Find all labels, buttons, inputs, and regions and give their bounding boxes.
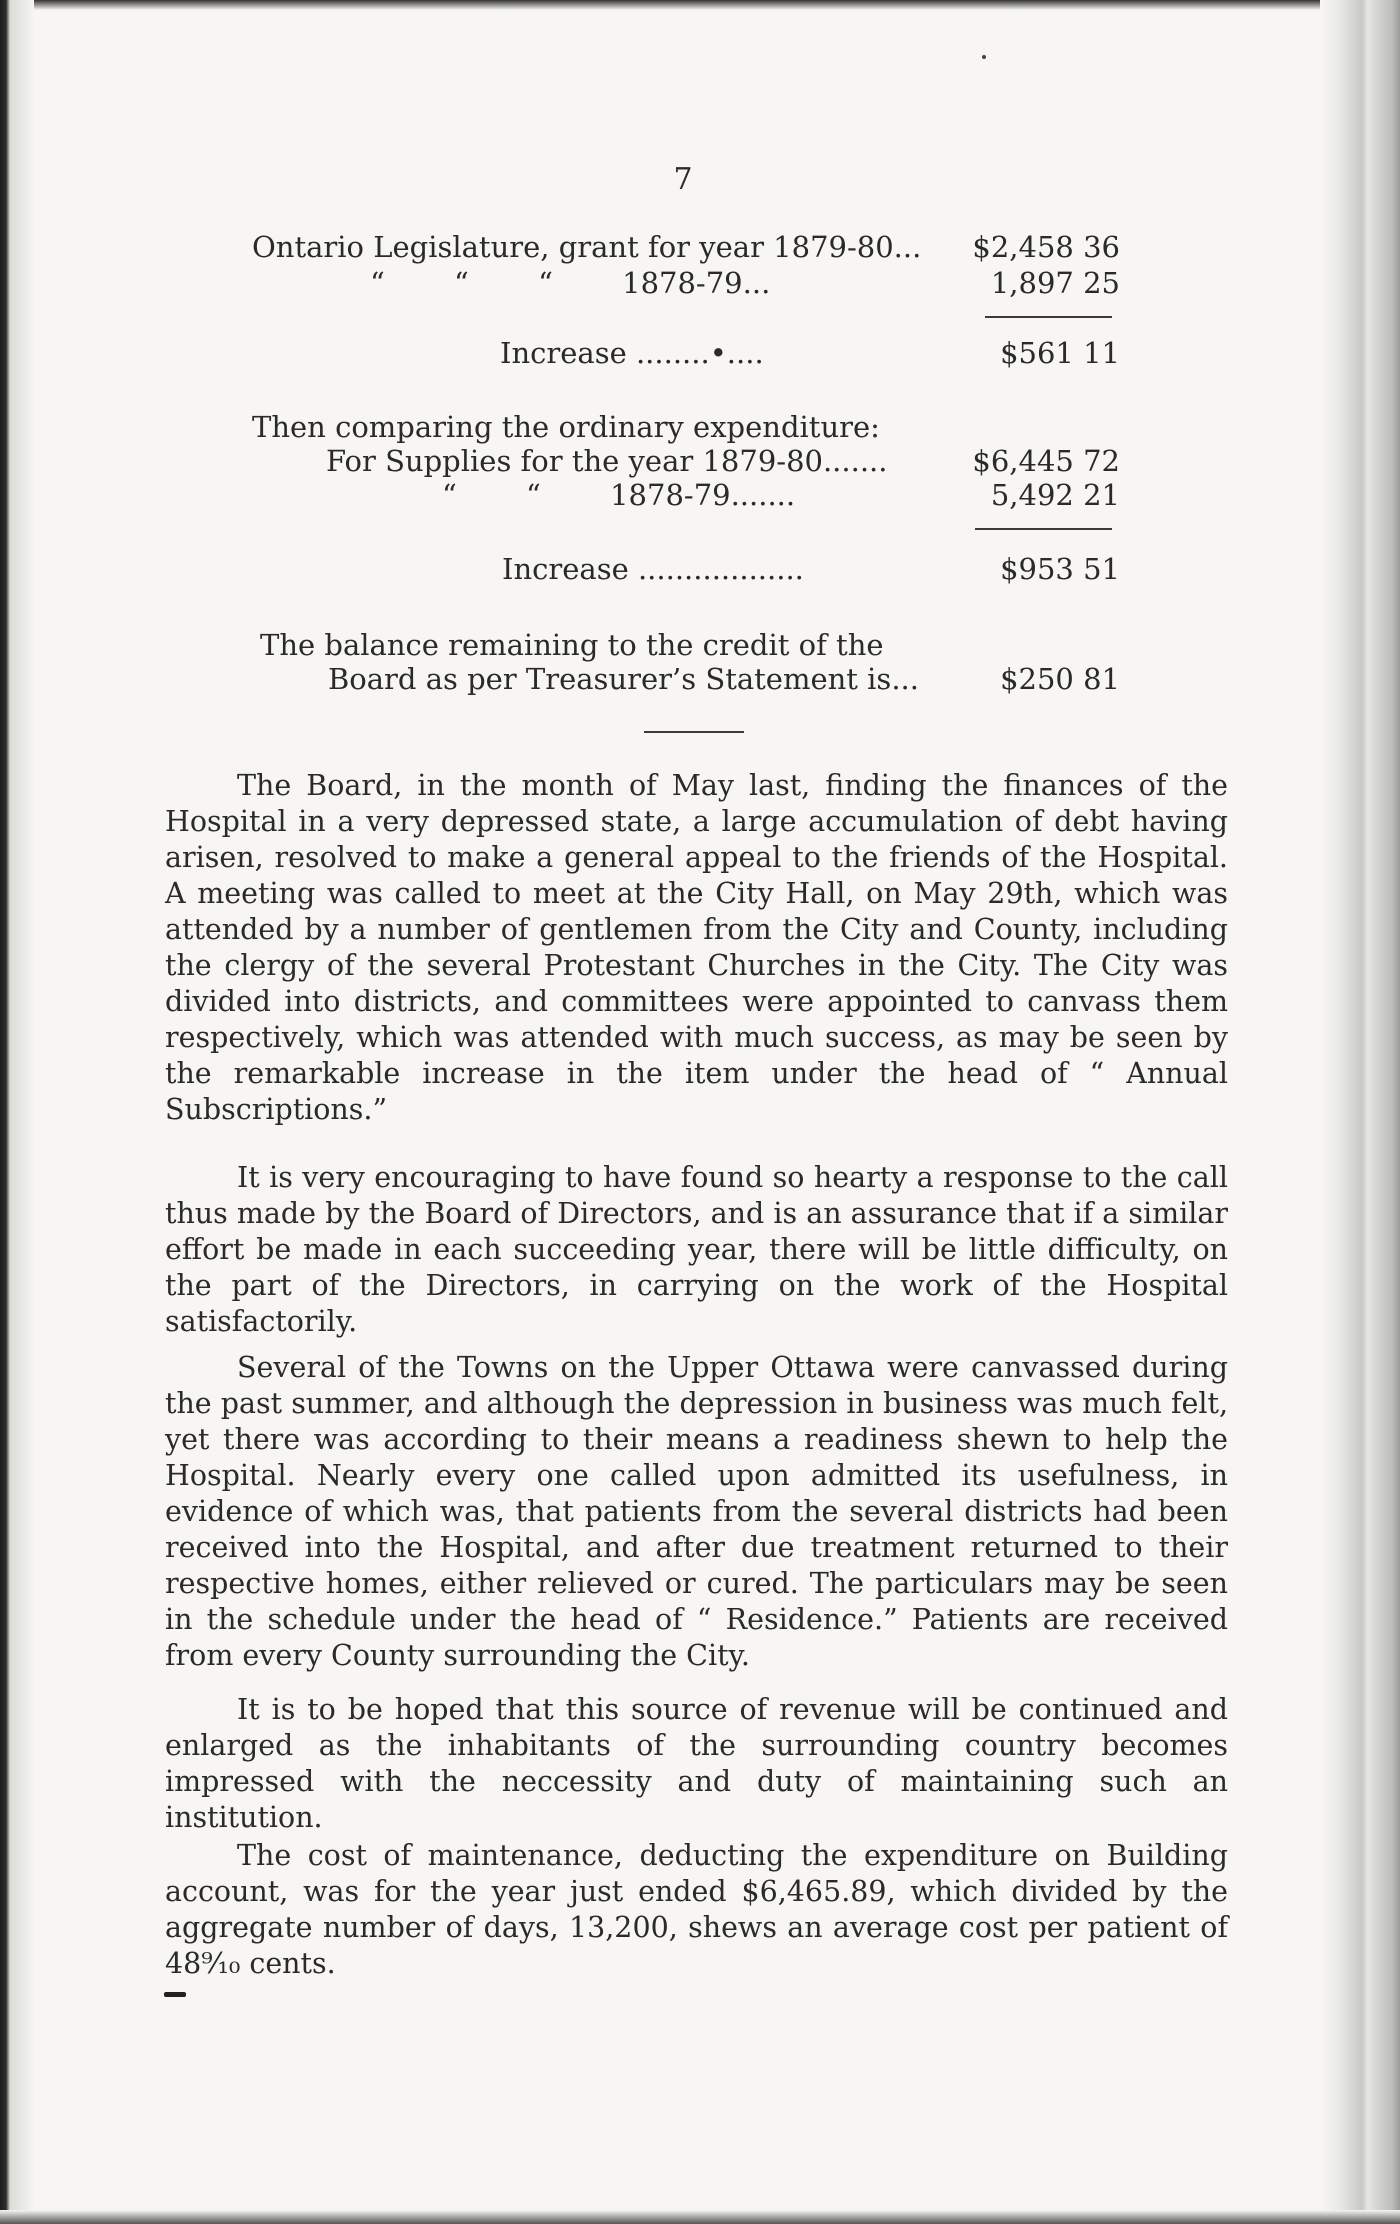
grant-row-label: Ontario Legislature, grant for year 1879-80...	[252, 230, 922, 264]
page-binding-edge	[0, 0, 34, 2224]
supplies-row-amount: $6,445 72	[972, 444, 1120, 478]
grant-row-amount: 1,897 25	[990, 266, 1120, 300]
supplies-intro-text: Then comparing the ordinary expenditure:	[252, 410, 880, 444]
grant-row-label: “ “ “ 1878-79...	[370, 266, 771, 300]
body-paragraph: It is very encouraging to have found so hearty a response to the call thus made by the Board of Directors, and is an assurance that if a similar effort be made in each succeeding year, there will be little difficulty, on the part of the Directors, in carrying on the work of the Hospital satisfactorily.	[165, 1161, 1228, 1338]
page-number: 7	[673, 162, 693, 197]
body-paragraph: It is to be hoped that this source of revenue will be continued and enlarged as the inhabitants of the surrounding country becomes impressed with the neccessity and duty of maintaining such an institution.	[165, 1693, 1228, 1834]
body-paragraph: The Board, in the month of May last, finding the finances of the Hospital in a very depressed state, a large accumulation of debt having arisen, resolved to make a general appeal to the friends of the Hospital. A meeting was called to meet at the City Hall, on May 29th, which was attended by a number of gentlemen from the City and County, including the clergy of the several Protestant Churches in the City. The City was divided into districts, and committees were appointed to canvass them respectively, which was attended with much success, as may be seen by the remarkable increase in the item under the head of “ Annual Subscriptions.”	[165, 769, 1228, 1126]
grant-row-1878	[160, 266, 1120, 306]
page-bottom-edge	[0, 2210, 1400, 2224]
body-paragraph: The cost of maintenance, deducting the expenditure on Building account, was for the year just ended $6,465.89, which divided by the aggregate number of days, 13,200, shews an average cost per patient of 48⁹⁄₁₀ cents.	[165, 1839, 1228, 1980]
supplies-row-1878	[160, 478, 1120, 518]
sum-rule	[985, 316, 1112, 318]
speck-mark	[982, 55, 986, 59]
sum-rule	[975, 528, 1112, 530]
page-top-edge	[0, 0, 1400, 10]
body-paragraph: Several of the Towns on the Upper Ottawa were canvassed during the past summer, and although the depression in business was much felt, yet there was according to their means a readiness shewn to help the Hospital. Nearly every one called upon admitted its usefulness, in evidence of which was, that patients from the several districts had been received into the Hospital, and after due treatment returned to their respective homes, either relieved or cured. The particulars may be seen in the schedule under the head of “ Residence.” Patients are received from every County surrounding the City.	[165, 1351, 1228, 1672]
grant-row-amount: $2,458 36	[972, 230, 1120, 264]
section-divider	[644, 731, 744, 733]
grant-row-1879	[160, 230, 1120, 270]
supplies-row-label: “ “ 1878-79.......	[442, 478, 796, 512]
balance-amount: $250 81	[1000, 662, 1120, 696]
balance-line-2	[160, 662, 1120, 702]
supplies-row-amount: 5,492 21	[990, 478, 1120, 512]
increase-amount: $953 51	[1000, 552, 1120, 586]
page-right-edge	[1320, 0, 1400, 2224]
increase-label: Increase ..................	[502, 552, 804, 586]
supplies-row-label: For Supplies for the year 1879-80.......	[326, 444, 888, 478]
supplies-increase-row	[160, 552, 1120, 592]
ink-mark	[164, 1992, 186, 1997]
grant-increase-row	[160, 336, 1120, 376]
increase-amount: $561 11	[1000, 336, 1120, 370]
increase-label: Increase ........•....	[500, 336, 764, 370]
balance-text: Board as per Treasurer’s Statement is...	[328, 662, 919, 696]
balance-text: The balance remaining to the credit of the	[260, 628, 884, 662]
